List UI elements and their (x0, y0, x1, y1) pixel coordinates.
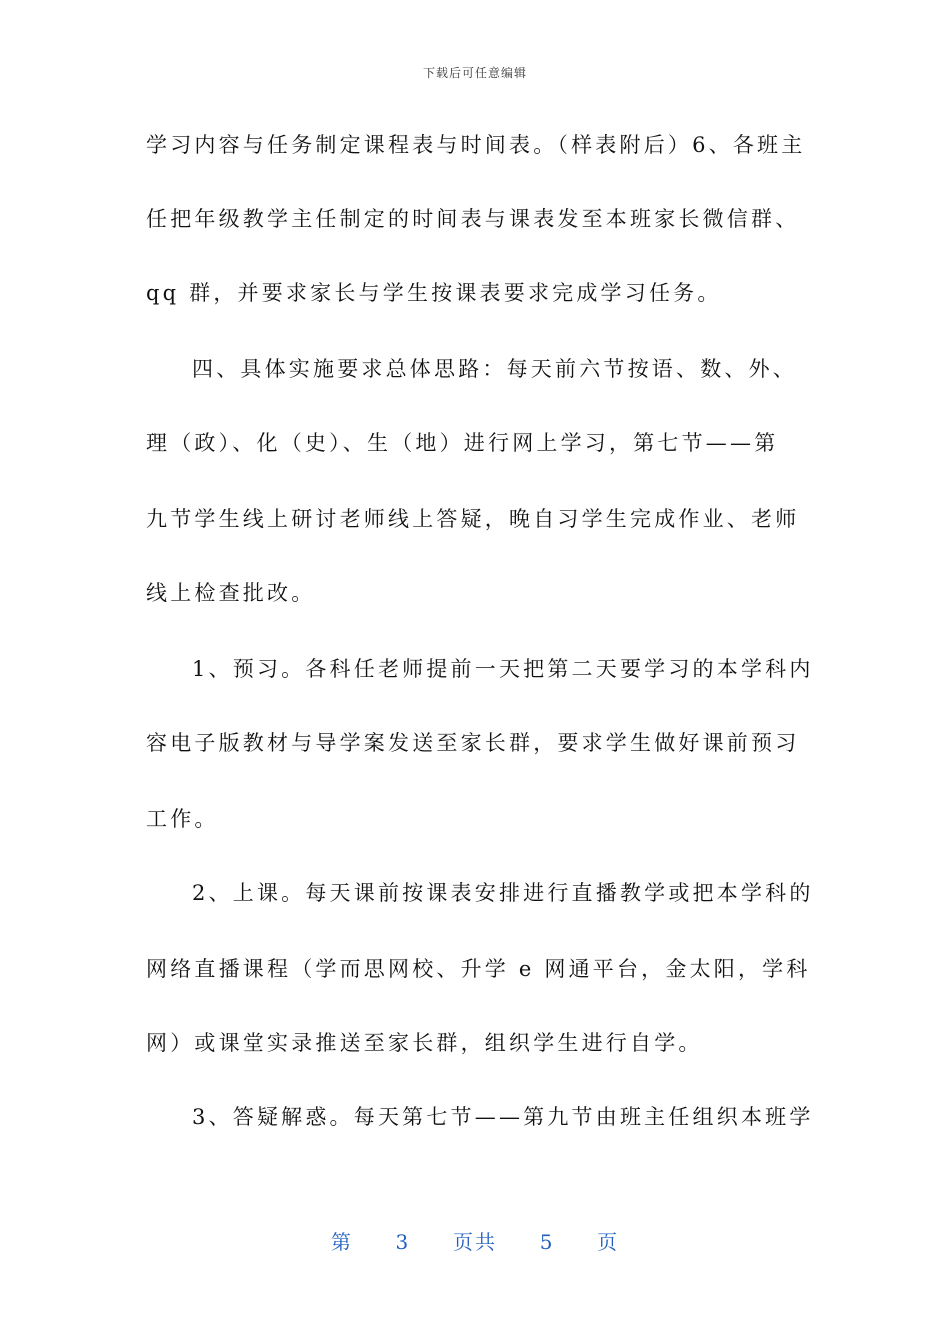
text-line: 2、上课。每天课前按课表安排进行直播教学或把本学科的 (192, 881, 814, 905)
footer-current-page: 3 (395, 1230, 411, 1254)
text-line: 理（政）、化（史）、生（地）进行网上学习，第七节——第 (146, 431, 779, 455)
text-line: 网络直播课程（学而思网校、升学 e 网通平台，金太阳，学科 (146, 957, 811, 981)
footer-suffix: 页 (597, 1230, 620, 1254)
text-line: 3、答疑解惑。每天第七节——第九节由班主任组织本班学 (192, 1105, 814, 1129)
page-footer (0, 1226, 950, 1255)
footer-prefix: 第 (330, 1230, 353, 1254)
footer-total-pages: 5 (539, 1230, 555, 1254)
text-line: 工作。 (146, 807, 219, 831)
text-line: qq 群，并要求家长与学生按课表要求完成学习任务。 (146, 281, 722, 305)
text-line: 九节学生线上研讨老师线上答疑，晚自习学生完成作业、老师 (146, 507, 800, 531)
text-line: 线上检查批改。 (146, 581, 316, 605)
text-line: 1、预习。各科任老师提前一天把第二天要学习的本学科内 (192, 657, 814, 681)
text-line: 任把年级教学主任制定的时间表与课表发至本班家长微信群、 (146, 207, 800, 231)
text-line: 网）或课堂实录推送至家长群，组织学生进行自学。 (146, 1031, 703, 1055)
text-line: 容电子版教材与导学案发送至家长群，要求学生做好课前预习 (146, 731, 800, 755)
header-note: 下载后可任意编辑 (422, 66, 527, 80)
footer-middle: 页共 (453, 1230, 497, 1254)
text-line: 学习内容与任务制定课程表与时间表。（样表附后）6、各班主 (146, 133, 806, 157)
text-line: 四、具体实施要求总体思路：每天前六节按语、数、外、 (192, 357, 797, 381)
